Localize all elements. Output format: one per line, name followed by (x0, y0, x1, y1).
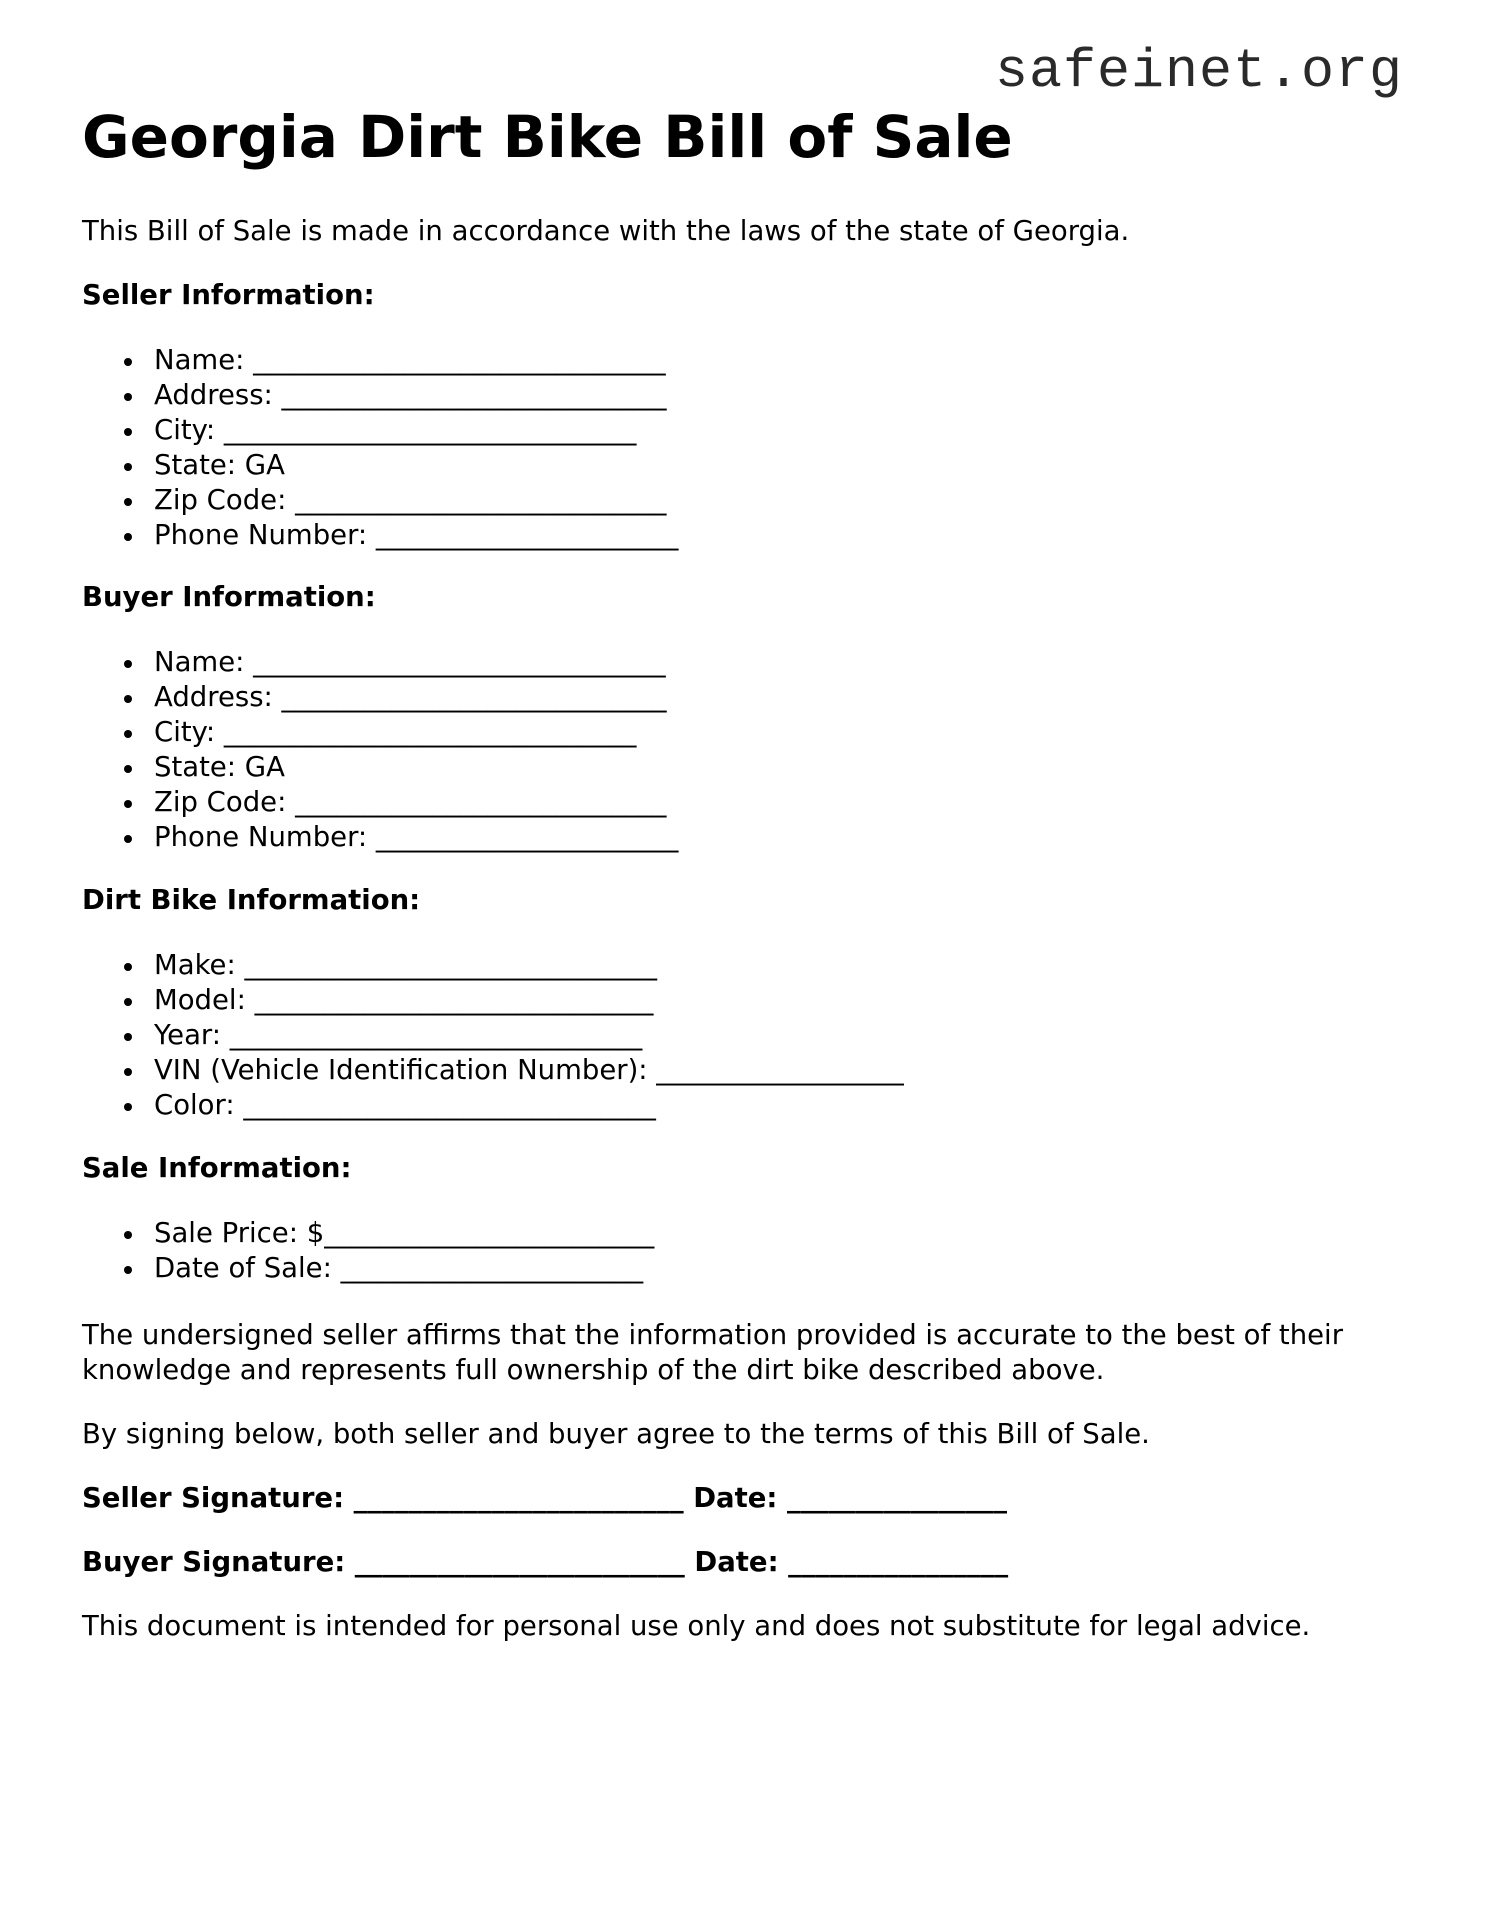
seller-signature-line: Seller Signature: ________________________ Date: ________________ (82, 1482, 1007, 1514)
watermark: safeinet.org (995, 40, 1404, 103)
bike-make-field: Make: ______________________________ (154, 948, 904, 983)
buyer-phone-field: Phone Number: ______________________ (154, 821, 679, 853)
buyer-signature-line: Buyer Signature: ________________________ Date: ________________ (82, 1546, 1009, 1578)
buyer-fields (82, 645, 678, 855)
buyer-zip-field: Zip Code: ___________________________ (154, 785, 678, 820)
seller-heading: Seller Information: (82, 279, 375, 311)
buyer-address-field: Address: ____________________________ (154, 680, 678, 715)
bike-model-field: Model: _____________________________ (154, 983, 904, 1018)
seller-zip-field: Zip Code: ___________________________ (154, 483, 678, 518)
intro-text: This Bill of Sale is made in accordance with the laws of the state of Georgia. (82, 215, 1130, 247)
disclaimer-text: This document is intended for personal use only and does not substitute for legal advice. (82, 1610, 1311, 1642)
seller-state-field: State: GA (154, 448, 678, 483)
seller-address-field: Address: ____________________________ (154, 378, 678, 413)
seller-phone-field: Phone Number: ______________________ (154, 519, 679, 551)
affirmation-text: The undersigned seller affirms that the information provided is accurate to the best of their knowledge and represents full ownership of the dirt bike described above. (82, 1319, 1343, 1386)
bike-color-field: Color: ______________________________ (154, 1088, 904, 1123)
bike-vin-field: VIN (Vehicle Identification Number): __________________ (154, 1054, 904, 1086)
sale-heading: Sale Information: (82, 1152, 352, 1184)
buyer-city-field: City: ______________________________ (154, 715, 678, 750)
page-title: Georgia Dirt Bike Bill of Sale (82, 103, 1013, 171)
buyer-state-field: State: GA (154, 750, 678, 785)
bike-fields (82, 948, 904, 1123)
bike-heading: Dirt Bike Information: (82, 884, 421, 916)
buyer-heading: Buyer Information: (82, 581, 376, 613)
buyer-name-field: Name: ______________________________ (154, 645, 678, 680)
sale-fields (82, 1216, 654, 1286)
seller-name-field: Name: ______________________________ (154, 343, 678, 378)
seller-fields (82, 343, 678, 553)
sale-date-field: Date of Sale: ______________________ (154, 1251, 654, 1286)
agreement-text: By signing below, both seller and buyer agree to the terms of this Bill of Sale. (82, 1418, 1150, 1450)
seller-city-field: City: ______________________________ (154, 413, 678, 448)
sale-price-field: Sale Price: $________________________ (154, 1217, 655, 1249)
bike-year-field: Year: ______________________________ (154, 1018, 904, 1053)
